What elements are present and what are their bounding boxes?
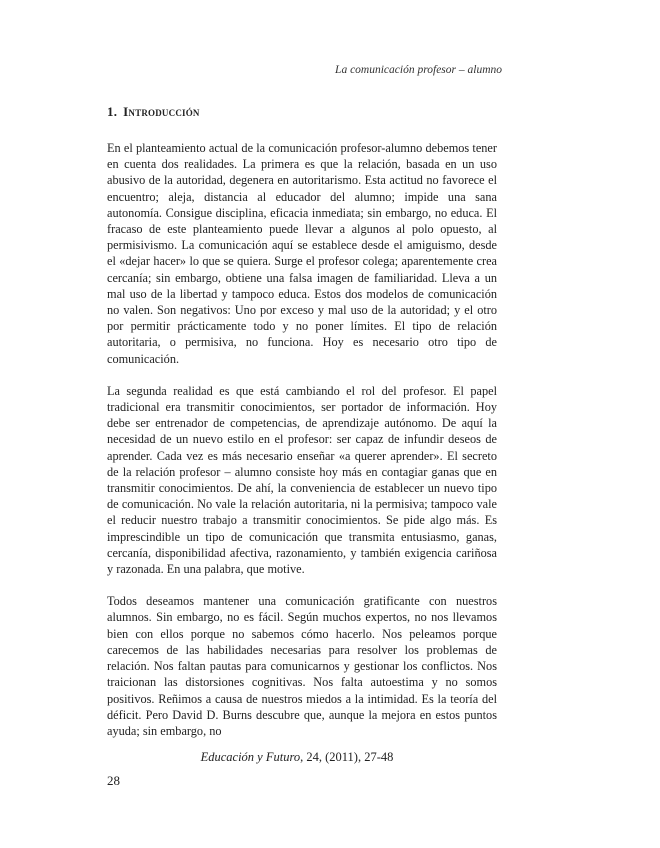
section-title: Introducción <box>123 104 200 119</box>
paragraph-3: Todos deseamos mantener una comunicación gratificante con nuestros alumnos. Sin embargo, no es fácil. Según muchos expertos, no nos llevamos bien con ellos porque no sabemos cómo hacerlo. Nos peleamos porque carecemos de las habilidades necesarias para resolver los problemas de relación. Nos faltan pautas para comunicarnos y gestionar los conflictos. Nos traicionan las distorsiones cognitivas. Nos falta autoestima y no somos positivos. Reñimos a causa de nuestros miedos a la intimidad. Es la teoría del déficit. Pero David D. Burns descubre que, aunque la mejora en estos puntos ayuda; sin embargo, no <box>107 594 497 738</box>
journal-issue: , 24, (2011), 27-48 <box>300 750 394 764</box>
page-body <box>107 104 497 755</box>
paragraph-2: La segunda realidad es que está cambiando el rol del profesor. El papel tradicional era transmitir conocimientos, ser portador de información. Hoy debe ser entrenador de competencias, de aprendizaje autónomo. De aquí la necesidad de un nuevo estilo en el profesor: ser capaz de infundir deseos de aprender. Cada vez es más necesario enseñar «a querer aprender». El secreto de la relación profesor – alumno consiste hoy más en contagiar ganas que en transmitir conocimientos. De ahí, la conveniencia de establecer un nuevo tipo de comunicación. No vale la relación autoritaria, ni la permisiva; tampoco vale el reducir nuestro trabajo a transmitir conocimientos. Se pide algo más. Es imprescindible un tipo de comunicación que transmita entusiasmo, ganas, cercanía, disponibilidad afectiva, razonamiento, y también exigencia cariñosa y razonada. En una palabra, que motive. <box>107 383 497 577</box>
journal-name: Educación y Futuro <box>200 750 301 764</box>
section-number: 1. <box>107 104 118 119</box>
page-number: 28 <box>107 773 120 788</box>
section-heading <box>107 104 497 120</box>
running-header: La comunicación profesor – alumno <box>335 64 502 76</box>
journal-citation <box>0 750 594 765</box>
paragraph-1: En el planteamiento actual de la comunicación profesor-alumno debemos tener en cuenta dos realidades. La primera es que la relación, basada en un uso abusivo de la autoridad, degenera en autoritarismo. Esta actitud no favorece el encuentro; aleja, distancia al educador del alumno; impide una sana autonomía. Consigue disciplina, eficacia inmediata; sin embargo, no educa. El fracaso de este planteamiento puede llevar a algunos al polo opuesto, al permisivismo. La comunicación aquí se establece desde el amiguismo, desde el «dejar hacer» lo que se quiera. Surge el profesor colega; aparentemente crea cercanía; sin embargo, obtiene una falsa imagen de familiaridad. Lleva a un mal uso de la libertad y tampoco educa. Estos dos modelos de comunicación no valen. Son negativos: Uno por exceso y mal uso de la autoridad; y el otro por permitir prácticamente todo y no poner límites. El tipo de relación autoritaria, o permisiva, no funciona. Hoy es necesario otro tipo de comunicación. <box>107 141 497 366</box>
